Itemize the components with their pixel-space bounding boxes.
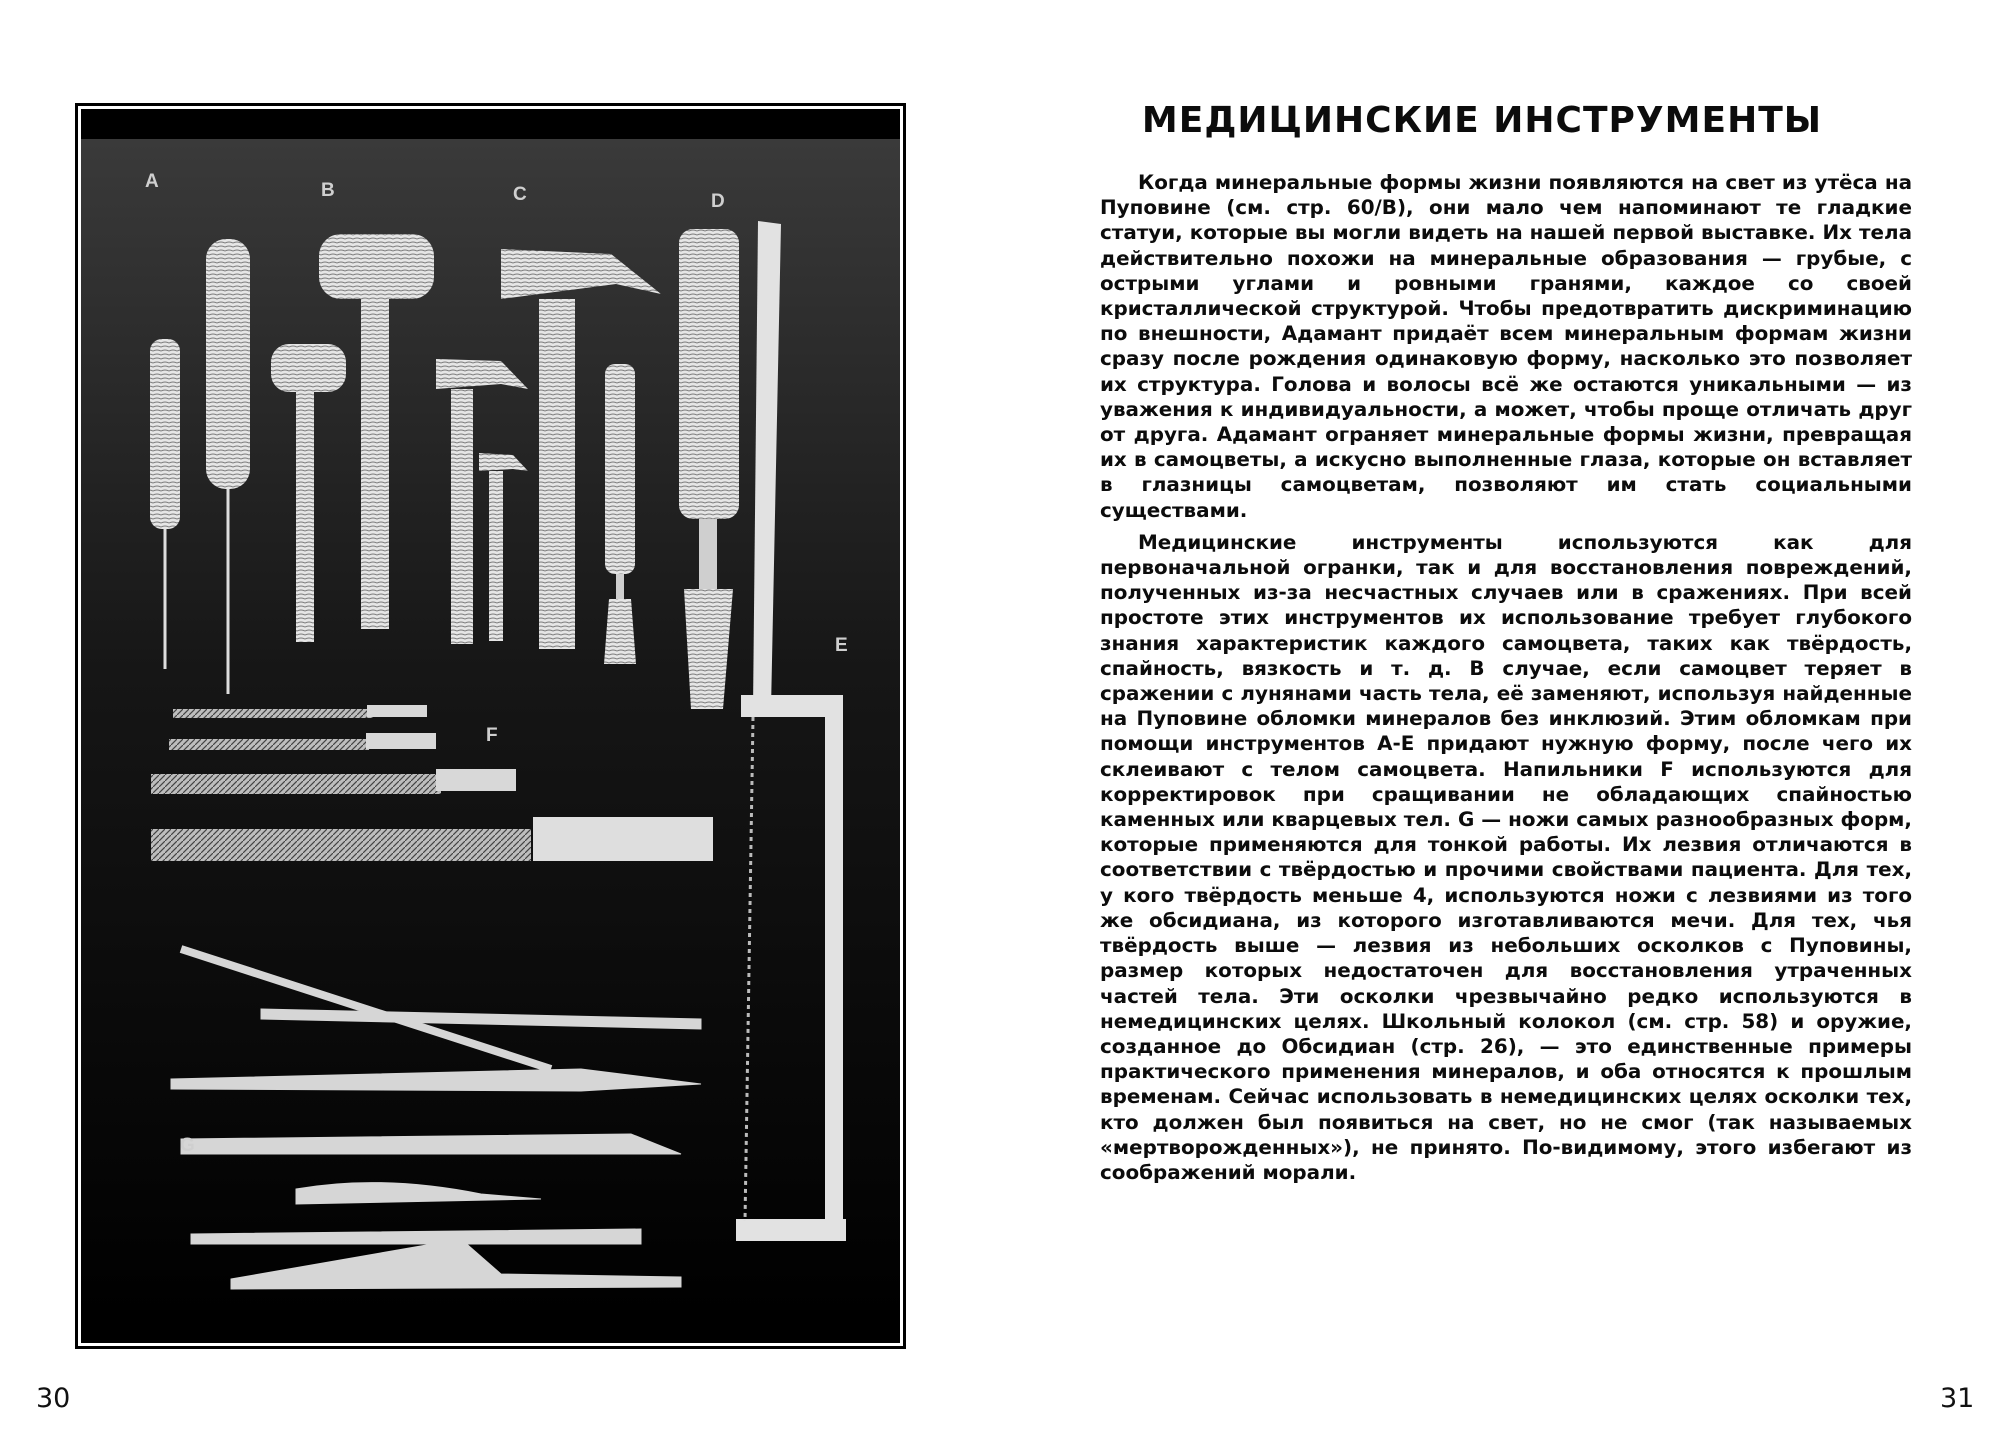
page-title: МЕДИЦИНСКИЕ ИНСТРУМЕНТЫ — [1141, 100, 1823, 141]
article-body — [1100, 170, 1912, 1192]
label-f: F — [486, 725, 498, 746]
label-d: D — [711, 191, 725, 212]
paragraph-2: Медицинские инструменты используются как для первоначальной огранки, так и для восстановления повреждений, полученных из-за несчастных случаев или в сражениях. При всей простоте этих инструментов их использование требует глубокого знания характеристик каждого самоцвета, таких как твёрдость, спайность, вязкость и т. д. В случае, если самоцвет теряет в сражении с лунянами часть тела, её заменяют, используя найденные на Пуповине обломки минералов без инклюзий. Этим обломкам при помощи инструментов A-E придают нужную форму, после чего их склеивают с телом самоцвета. Напильники F используются для корректировок при сращивании не обладающих спайностью каменных или кварцевых тел. G — ножи самых разнообразных форм, которые применяются для тонкой работы. Их лезвия отличаются в соответствии с твёрдостью и прочими свойствами пациента. Для тех, у кого твёрдость меньше 4, используются ножи с лезвиями из того же обсидиана, из которого изготавливаются мечи. Для тех, чья твёрдость выше — лезвия из небольших осколков с Пуповины, размер которых недостаточен для восстановления утраченных частей тела. Эти осколки чрезвычайно редко используются в немедицинских целях. Школьный колокол (см. стр. 58) и оружие, созданное до Обсидиан (стр. 26), — это единственные примеры практического применения минералов, и оба относятся к прошлым временам. Сейчас использовать в немедицинских целях осколки тех, кто должен был появиться на свет, но не смог (так называемых «мертворожденных»), не принято. По-видимому, этого избегают из соображений морали. — [1100, 530, 1912, 1184]
page-number-left: 30 — [36, 1383, 71, 1414]
label-g: G — [180, 1135, 195, 1156]
tools-illustration — [81, 109, 900, 1343]
page-number-right: 31 — [1940, 1383, 1975, 1414]
page-title-container — [1100, 100, 1864, 141]
tool-d-chisel-small — [604, 364, 636, 664]
label-b: B — [321, 180, 335, 201]
label-c: C — [513, 184, 527, 205]
label-a: A — [145, 171, 159, 192]
paragraph-1: Когда минеральные формы жизни появляются на свет из утёса на Пуповине (см. стр. 60/B), они мало чем напоминают те гладкие статуи, которые вы могли видеть на нашей первой выставке. Их тела действительно похожи на минеральные образования — грубые, с острыми углами и ровными гранями, каждое со своей кристаллической структурой. Чтобы предотвратить дискриминацию по внешности, Адамант придаёт всем минеральным формам жизни сразу после рождения одинаковую форму, насколько это позволяет их структура. Голова и волосы всё же остаются уникальными — из уважения к индивидуальности, а может, чтобы проще отличать друг от друга. Адамант ограняет минеральные формы жизни, превращая их в самоцветы, а искусно выполненные глаза, которые он вставляет в глазницы самоцветам, позволяют им стать социальными существами. — [1100, 171, 1912, 522]
label-e: E — [835, 635, 848, 656]
